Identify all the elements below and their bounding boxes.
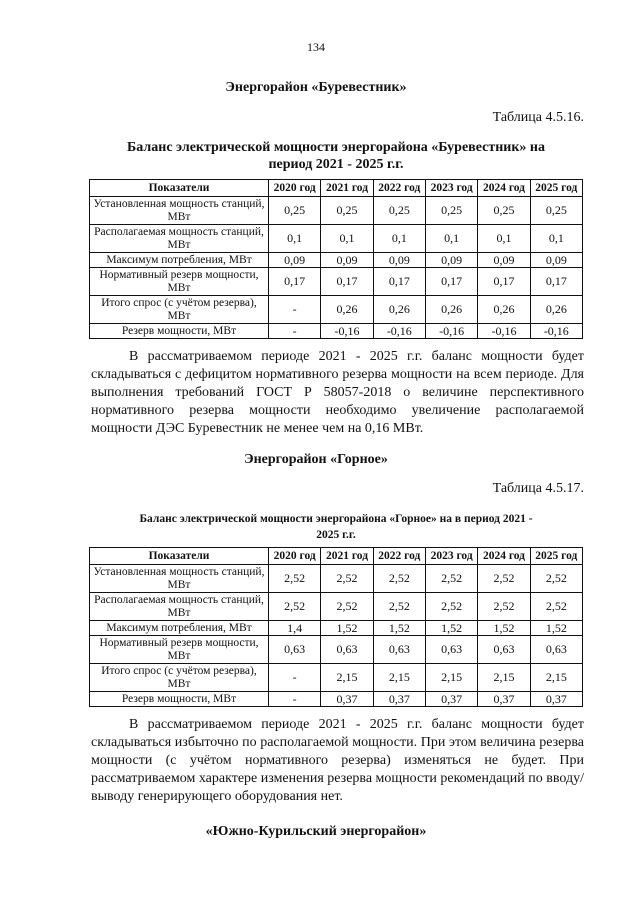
- table-cell: 2,15: [478, 664, 530, 692]
- header-cell: 2025 год: [530, 548, 582, 565]
- section-heading-burevestnik: Энергорайон «Буревестник»: [225, 80, 407, 95]
- table-title-line1: Баланс электрической мощности энергорайона «Горное» на в период 2021 -: [139, 513, 533, 525]
- table-cell: 2,52: [478, 565, 530, 593]
- table-cell: 0,26: [373, 296, 425, 324]
- table-cell: -: [269, 692, 321, 707]
- table-cell: 0,17: [425, 268, 477, 296]
- row-label: Нормативный резерв мощности, МВт: [90, 636, 269, 664]
- row-label: Установленная мощность станций, МВт: [90, 565, 269, 593]
- table-cell: 2,52: [321, 565, 373, 593]
- table-row: [90, 253, 583, 268]
- table-row: [90, 636, 583, 664]
- table-cell: -: [269, 664, 321, 692]
- row-label: Нормативный резерв мощности, МВт: [90, 268, 269, 296]
- table-title-line2: период 2021 - 2025 г.г.: [268, 157, 404, 172]
- table-row: [90, 692, 583, 707]
- row-label: Резерв мощности, МВт: [90, 692, 269, 707]
- table-cell: 0,25: [321, 197, 373, 225]
- row-label: Установленная мощность станций, МВт: [90, 197, 269, 225]
- table-cell: 0,63: [373, 636, 425, 664]
- table-cell: -0,16: [530, 324, 582, 339]
- table-cell: 0,1: [530, 225, 582, 253]
- table-cell: 0,25: [478, 197, 530, 225]
- table-cell: -: [269, 296, 321, 324]
- table-cell: 0,63: [269, 636, 321, 664]
- header-cell: 2021 год: [321, 548, 373, 565]
- table-cell: 0,26: [321, 296, 373, 324]
- table-cell: 0,1: [321, 225, 373, 253]
- table-header-row: [90, 180, 583, 197]
- table-title-gornoe: [89, 511, 583, 543]
- table-row: [90, 565, 583, 593]
- header-cell: 2020 год: [269, 548, 321, 565]
- table-cell: -0,16: [425, 324, 477, 339]
- table-cell: 0,26: [425, 296, 477, 324]
- table-row: [90, 225, 583, 253]
- paragraph-gornoe: В рассматриваемом периоде 2021 - 2025 г.г. баланс мощности будет складываться избыточно по располагаемой мощности. При этом величина резерва мощности (с учётом нормативного резерва) изменяться не будет. При рассматриваемом характере изменения резерва мощности рекомендаций по вводу/выводу генерирующего оборудования нет.: [91, 717, 584, 804]
- header-cell: 2022 год: [373, 548, 425, 565]
- table-cell: 0,17: [269, 268, 321, 296]
- table-cell: 2,52: [478, 593, 530, 621]
- table-cell: 0,26: [530, 296, 582, 324]
- header-cell: Показатели: [90, 180, 269, 197]
- table-row: [90, 621, 583, 636]
- table-cell: 0,25: [269, 197, 321, 225]
- table-cell: 0,37: [478, 692, 530, 707]
- table-cell: 2,15: [530, 664, 582, 692]
- table-cell: 0,26: [478, 296, 530, 324]
- table-title-burevestnik: [89, 139, 583, 173]
- table-cell: 0,63: [478, 636, 530, 664]
- table-cell: 0,25: [530, 197, 582, 225]
- row-label: Располагаемая мощность станций, МВт: [90, 593, 269, 621]
- table-cell: 0,09: [478, 253, 530, 268]
- table-row: [90, 324, 583, 339]
- table-cell: 2,52: [530, 593, 582, 621]
- section-heading-gornoe: Энергорайон «Горное»: [244, 452, 388, 467]
- table-cell: 0,63: [321, 636, 373, 664]
- table-cell: 0,1: [373, 225, 425, 253]
- table-cell: 2,52: [425, 565, 477, 593]
- table-cell: 0,09: [321, 253, 373, 268]
- table-cell: 2,52: [269, 593, 321, 621]
- row-label: Максимум потребления, МВт: [90, 621, 269, 636]
- table-cell: 1,52: [530, 621, 582, 636]
- table-cell: 2,52: [269, 565, 321, 593]
- table-cell: -0,16: [478, 324, 530, 339]
- table-row: [90, 593, 583, 621]
- table-cell: 2,15: [425, 664, 477, 692]
- row-label: Резерв мощности, МВт: [90, 324, 269, 339]
- table-row: [90, 664, 583, 692]
- table-cell: 2,15: [321, 664, 373, 692]
- table-cell: 2,52: [425, 593, 477, 621]
- header-cell: 2020 год: [269, 180, 321, 197]
- table-cell: 0,25: [373, 197, 425, 225]
- row-label: Максимум потребления, МВт: [90, 253, 269, 268]
- table-cell: -0,16: [373, 324, 425, 339]
- header-cell: 2024 год: [478, 548, 530, 565]
- table-cell: 1,52: [425, 621, 477, 636]
- table-cell: 0,09: [373, 253, 425, 268]
- table-cell: 0,1: [425, 225, 477, 253]
- header-cell: 2023 год: [425, 180, 477, 197]
- page-number: 134: [307, 40, 325, 54]
- header-cell: 2024 год: [478, 180, 530, 197]
- table-cell: 0,63: [530, 636, 582, 664]
- table-cell: 0,37: [321, 692, 373, 707]
- table-cell: 0,1: [478, 225, 530, 253]
- table-cell: 0,63: [425, 636, 477, 664]
- header-cell: Показатели: [90, 548, 269, 565]
- table-cell: 0,17: [321, 268, 373, 296]
- header-cell: 2022 год: [373, 180, 425, 197]
- table-cell: 1,52: [478, 621, 530, 636]
- header-cell: 2025 год: [530, 180, 582, 197]
- row-label: Итого спрос (с учётом резерва), МВт: [90, 296, 269, 324]
- table-cell: 2,52: [373, 593, 425, 621]
- table-cell: 0,17: [478, 268, 530, 296]
- table-cell: 1,52: [321, 621, 373, 636]
- balance-table-burevestnik: [89, 179, 583, 339]
- table-cell: 0,17: [373, 268, 425, 296]
- table-cell: 1,52: [373, 621, 425, 636]
- row-label: Итого спрос (с учётом резерва), МВт: [90, 664, 269, 692]
- table-cell: 2,52: [530, 565, 582, 593]
- table-cell: 0,37: [530, 692, 582, 707]
- table-cell: -0,16: [321, 324, 373, 339]
- paragraph-burevestnik: В рассматриваемом периоде 2021 - 2025 г.г. баланс мощности будет складываться с дефицитом нормативного резерва мощности на всем периоде. Для выполнения требований ГОСТ Р 58057-2018 о величине перспективного нормативного резерва мощности необходимо увеличение располагаемой мощности ДЭС Буревестник не менее чем на 0,16 МВт.: [91, 349, 584, 436]
- section-heading-yuzhno-kurilsky: «Южно-Курильский энергорайон»: [205, 824, 427, 839]
- table-row: [90, 197, 583, 225]
- table-number-4-5-16: Таблица 4.5.16.: [492, 110, 584, 125]
- table-cell: 0,1: [269, 225, 321, 253]
- table-title-line2: 2025 г.г.: [316, 529, 356, 541]
- table-cell: 0,25: [425, 197, 477, 225]
- table-cell: 0,09: [530, 253, 582, 268]
- table-cell: 0,17: [530, 268, 582, 296]
- table-cell: 0,09: [269, 253, 321, 268]
- table-cell: -: [269, 324, 321, 339]
- table-row: [90, 296, 583, 324]
- table-cell: 1,4: [269, 621, 321, 636]
- table-cell: 2,15: [373, 664, 425, 692]
- table-header-row: [90, 548, 583, 565]
- table-row: [90, 268, 583, 296]
- header-cell: 2021 год: [321, 180, 373, 197]
- header-cell: 2023 год: [425, 548, 477, 565]
- table-cell: 0,09: [425, 253, 477, 268]
- table-cell: 0,37: [425, 692, 477, 707]
- table-cell: 2,52: [321, 593, 373, 621]
- table-cell: 2,52: [373, 565, 425, 593]
- table-title-line1: Баланс электрической мощности энергорайона «Буревестник» на: [127, 140, 545, 155]
- table-number-4-5-17: Таблица 4.5.17.: [492, 481, 584, 496]
- balance-table-gornoe: [89, 547, 583, 707]
- row-label: Располагаемая мощность станций, МВт: [90, 225, 269, 253]
- table-cell: 0,37: [373, 692, 425, 707]
